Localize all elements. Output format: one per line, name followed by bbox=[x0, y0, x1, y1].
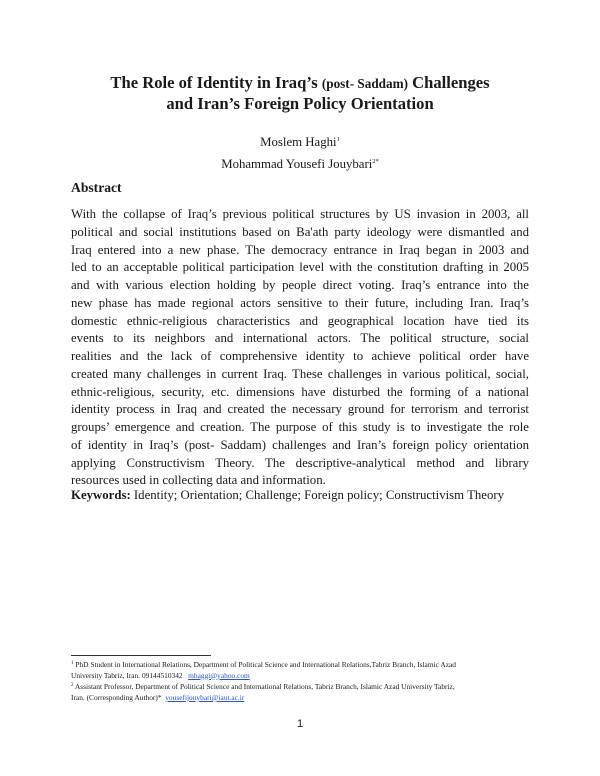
page-number: 1 bbox=[296, 718, 304, 730]
abstract-heading: Abstract bbox=[71, 180, 122, 195]
footnote-1: $^1$ PhD Student in International Relations, Department of Political Science and International Relations,Tabriz Branch, Islamic Azad bbox=[71, 660, 456, 669]
footnote-1-continued: University Tabriz, Iran. 09144510342 mhaggi@yahoo.com bbox=[71, 670, 250, 680]
abstract-line: realities and the lack of comprehensive identity to achieve political order have bbox=[71, 349, 529, 363]
abstract-line: identity process in Iraq and created the necessary ground for terrorism and terrorist bbox=[71, 402, 529, 417]
author-1-footnote-mark: 1 bbox=[336, 136, 340, 143]
abstract-line: applying Constructivism Theory. The descriptive-analytical method and library bbox=[71, 455, 529, 470]
abstract-line: created many challenges in current Iraq. These challenges in various political, social, bbox=[71, 366, 529, 381]
abstract-line: domestic ethnic-religious characteristics and geographical location have tied its bbox=[71, 313, 529, 328]
footnotes bbox=[71, 659, 537, 703]
paper-title bbox=[40, 73, 560, 114]
author-2: Mohammad Yousefi Jouybari$^{2*}$ bbox=[221, 157, 379, 171]
email-link-author-1[interactable]: mhaggi@yahoo.com bbox=[188, 670, 250, 680]
title-line-2: and Iran’s Foreign Policy Orientation bbox=[166, 94, 434, 113]
abstract-line: resources used in collecting data and information. bbox=[71, 473, 326, 488]
abstract-line: ethnic-religious, security, etc. dimensions have disturbed the forming of a national bbox=[71, 384, 529, 399]
footnote-2-continued: Iran. (Corresponding Author)* yousefijouybari@iaut.ac.ir bbox=[71, 692, 245, 702]
abstract-line: groups’ emergence and creation. The purpose of this study is to investigate the role bbox=[71, 420, 529, 434]
keywords-label: Keywords: bbox=[71, 488, 131, 502]
title-line-1: The Role of Identity in Iraq’s (post- Saddam) Challenges bbox=[110, 73, 490, 92]
abstract-line: With the collapse of Iraq’s previous political structures by US invasion in 2003, all bbox=[71, 207, 529, 221]
keywords-text: Identity; Orientation; Challenge; Foreign policy; Constructivism Theory bbox=[130, 488, 505, 502]
footnote-divider bbox=[71, 655, 211, 656]
footnote-2: $^2$ Assistant Professor, Department of Political Science and International Relations, Tabriz Branch, Islamic Azad University Tabriz, bbox=[71, 682, 455, 692]
abstract-line: Iraq entered into a new phase. The democracy entrance in Iraq began in 2003 and bbox=[71, 242, 529, 257]
abstract-line: led to an acceptable political participation level with the constitution drafting in 2005 bbox=[71, 260, 529, 275]
abstract-line: political and social institutions based on Ba'ath party ideology were dismantled and bbox=[71, 224, 529, 239]
author-list bbox=[100, 130, 500, 174]
title-post-saddam: (post- Saddam) bbox=[321, 76, 408, 91]
abstract-body bbox=[71, 206, 529, 490]
author-2-footnote-mark: 2* bbox=[372, 158, 379, 165]
keywords bbox=[71, 487, 541, 504]
abstract-line: new phase has made regional actors sensitive to their future, including Iran. Iraq’s bbox=[71, 295, 529, 310]
abstract-line: events to its neighbors and international actors. The political structure, social bbox=[71, 331, 529, 346]
email-link-author-2[interactable]: yousefijouybari@iaut.ac.ir bbox=[165, 692, 245, 702]
abstract-line: of identity in Iraq’s (post- Saddam) challenges and Iran’s foreign policy orientation bbox=[71, 437, 529, 452]
abstract-line: and with various election holding by people direct voting. Iraq’s entrance into the bbox=[71, 278, 529, 292]
author-1: Moslem Haghi$^1$ bbox=[260, 135, 340, 149]
